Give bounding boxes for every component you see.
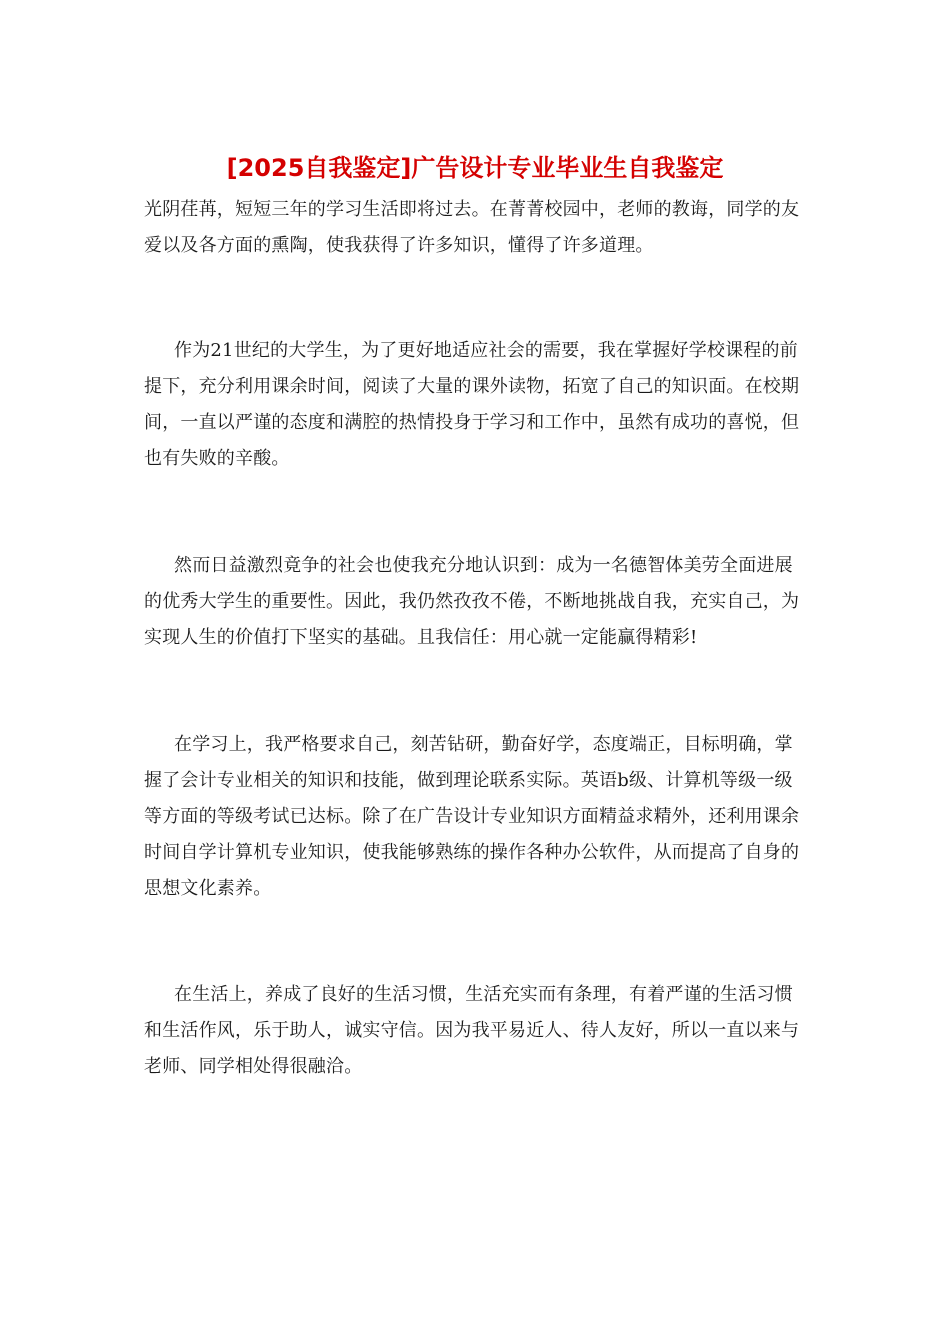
paragraph-competition: 然而日益激烈竟争的社会也使我充分地认识到：成为一名德智体美劳全面进展的优秀大学生的重要性。因此，我仍然孜孜不倦，不断地挑战自我，充实自己，为实现人生的价值打下坚实的基础。且我信任：用心就一定能赢得精彩! (144, 555, 800, 648)
paragraph-study-background: 作为21世纪的大学生，为了更好地适应社会的需要，我在掌握好学校课程的前提下，充分利用课余时间，阅读了大量的课外读物，拓宽了自己的知识面。在校期间，一直以严谨的态度和满腔的热情投身于学习和工作中，虽然有成功的喜悦，但也有失败的辛酸。 (144, 340, 800, 469)
paragraph-intro: 光阴荏苒，短短三年的学习生活即将过去。在菁菁校园中，老师的教诲，同学的友爱以及各方面的熏陶，使我获得了许多知识，懂得了许多道理。 (144, 199, 800, 256)
paragraph-life: 在生活上，养成了良好的生活习惯，生活充实而有条理，有着严谨的生活习惯和生活作风，乐于助人，诚实守信。因为我平易近人、待人友好，所以一直以来与老师、同学相处得很融洽。 (144, 984, 800, 1077)
paragraph-academics: 在学习上，我严格要求自己，刻苦钻研，勤奋好学，态度端正，目标明确，掌握了会计专业相关的知识和技能，做到理论联系实际。英语b级、计算机等级一级等方面的等级考试已达标。除了在广告设计专业知识方面精益求精外，还利用课余时间自学计算机专业知识，使我能够熟练的操作各种办公软件，从而提高了自身的思想文化素养。 (144, 734, 800, 899)
document-title: [2025自我鉴定]广告设计专业毕业生自我鉴定 (226, 154, 724, 182)
